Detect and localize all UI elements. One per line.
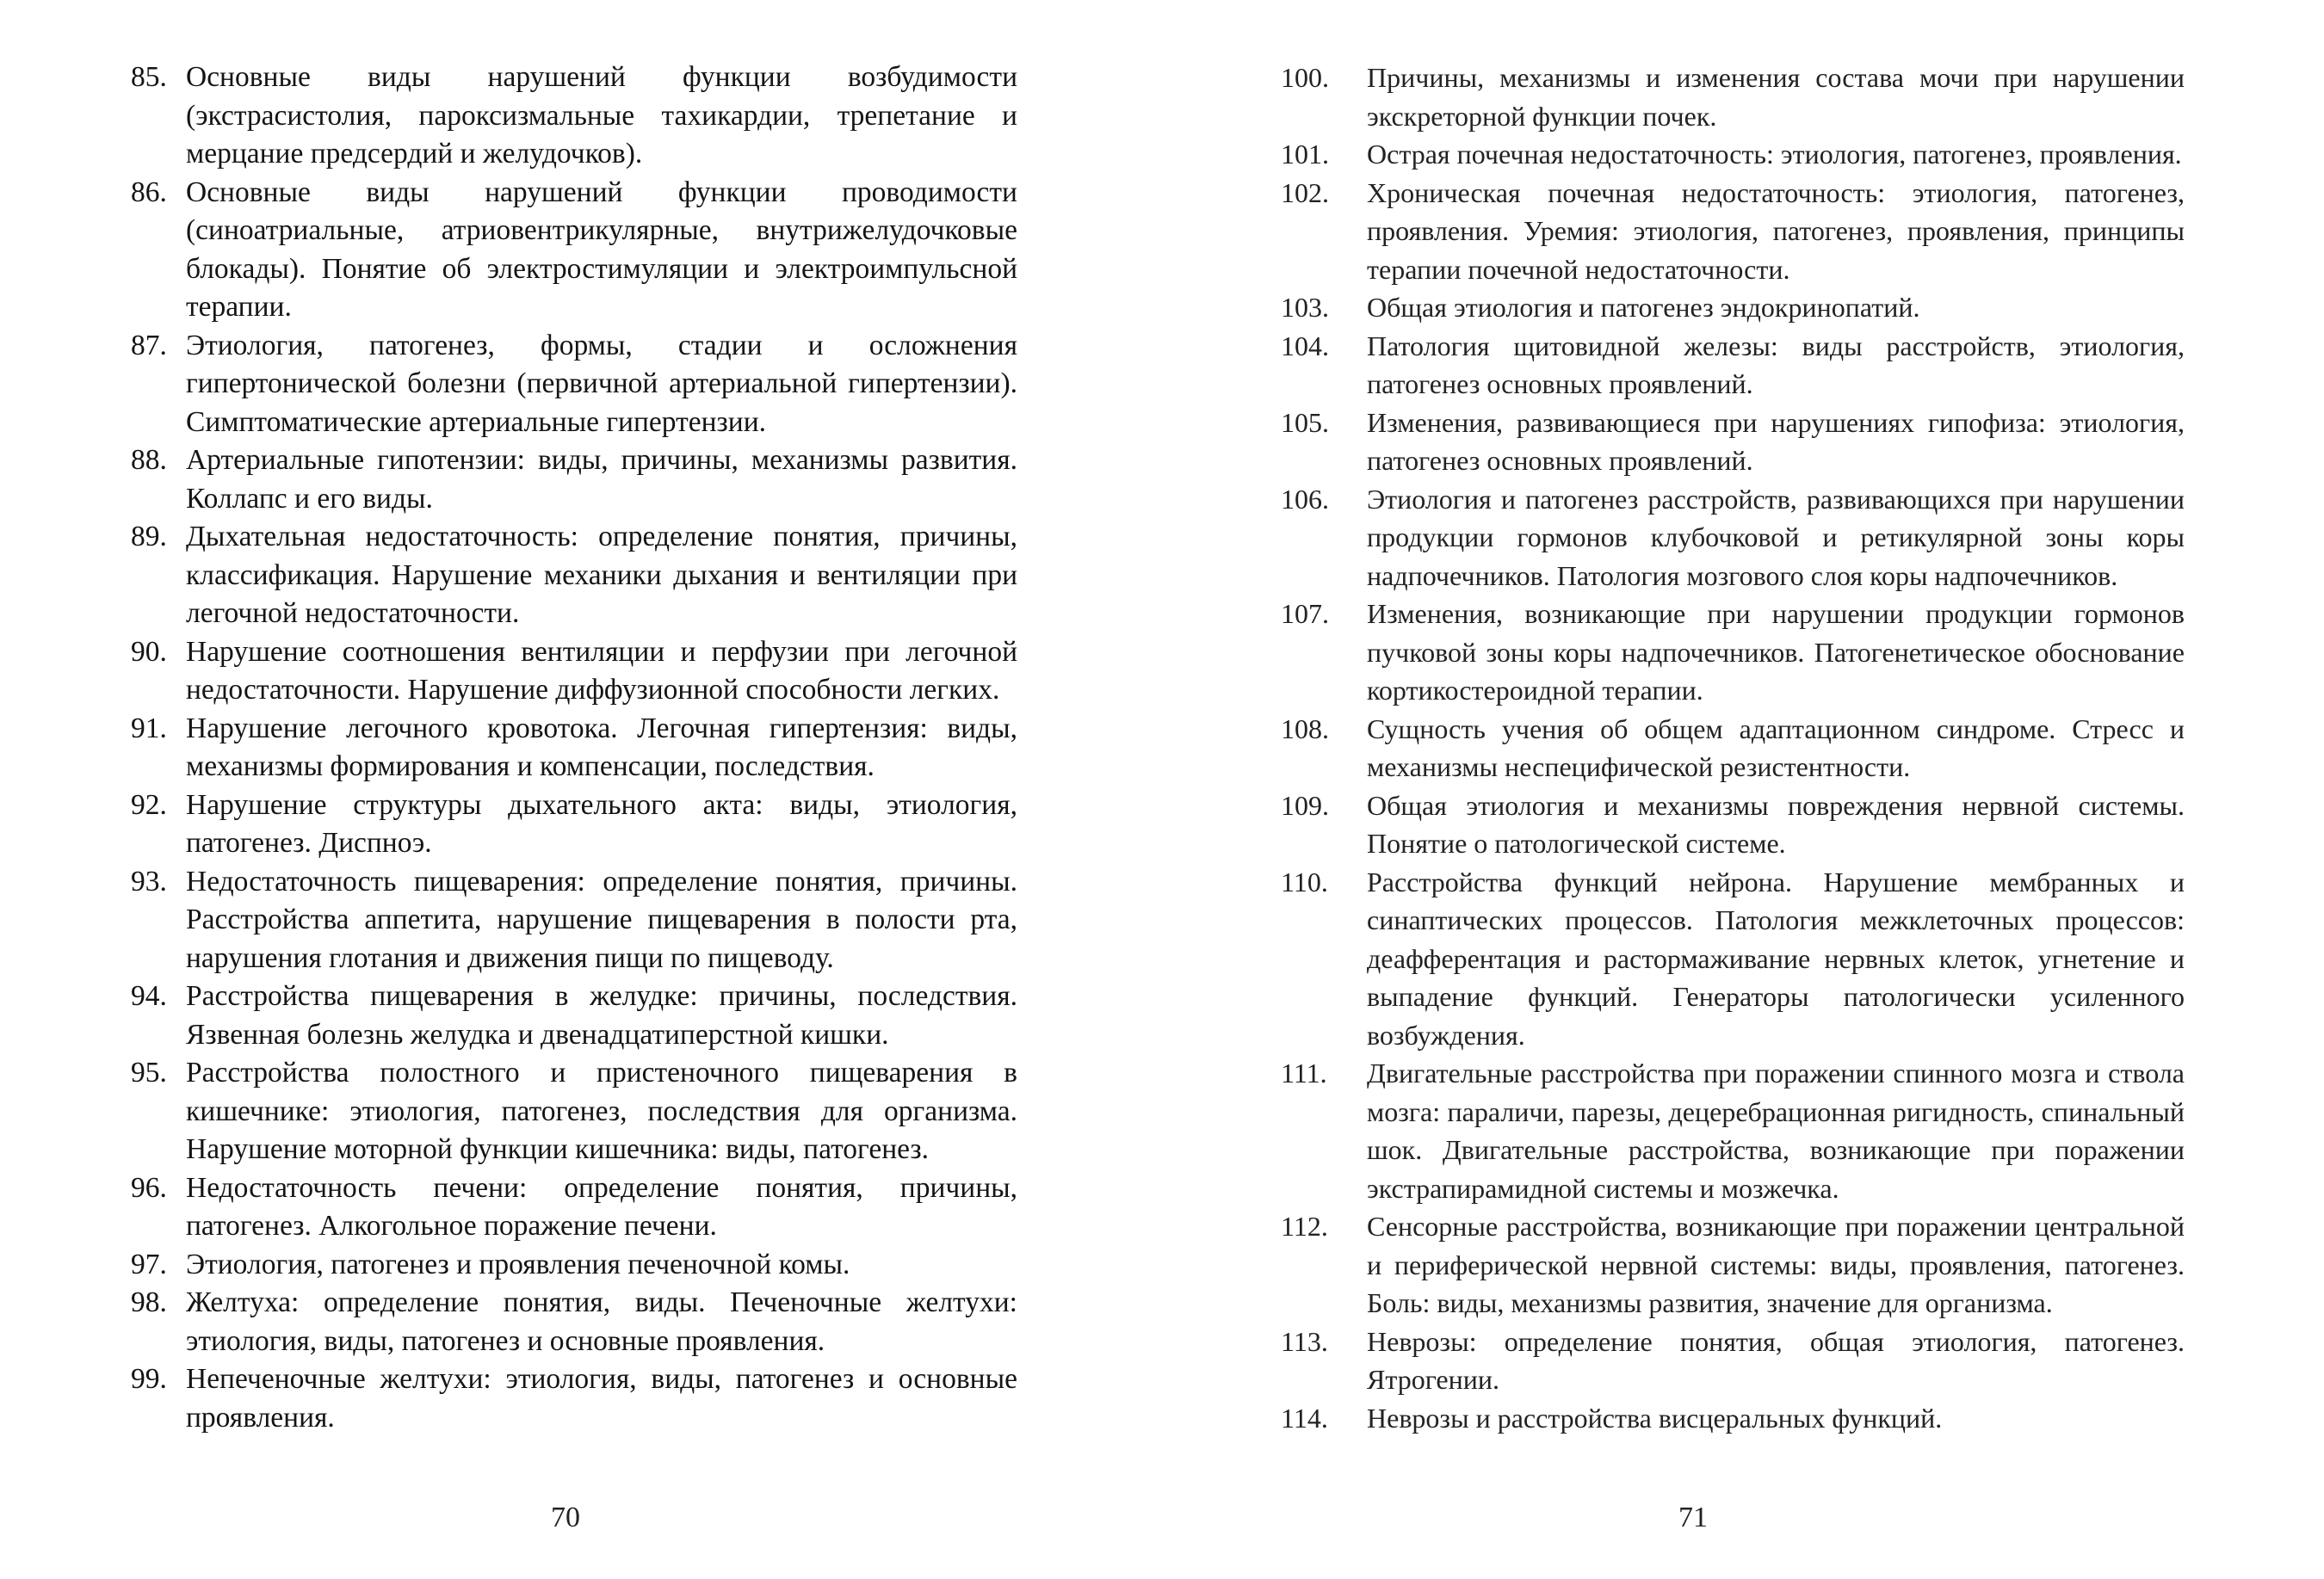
- item-number: 99.: [131, 1363, 167, 1395]
- item-number: 88.: [131, 444, 167, 476]
- item-text: Неврозы и расстройства висцеральных функций.: [1367, 1402, 1943, 1434]
- list-item: [131, 786, 1017, 863]
- item-number: 111.: [1281, 1058, 1327, 1089]
- item-number: 109.: [1281, 789, 1329, 821]
- list-item: [131, 1054, 1017, 1169]
- item-number: 104.: [1281, 330, 1329, 361]
- item-text: Неврозы: определение понятия, общая этиология, патогенез. Ятрогении.: [1367, 1325, 2185, 1395]
- list-item: [131, 1169, 1017, 1246]
- item-number: 92.: [131, 788, 167, 821]
- list-item: [1281, 710, 2185, 786]
- item-text: Этиология и патогенез расстройств, развивающихся при нарушении продукции гормонов клубочковой и ретикулярной зоны коры надпочечников. Патология мозгового слоя коры надпочечников.: [1367, 483, 2185, 591]
- list-item: [131, 518, 1017, 633]
- list-item: [1281, 327, 2185, 404]
- list-item: [1281, 786, 2185, 863]
- item-text: Нарушение легочного кровотока. Легочная гипертензия: виды, механизмы формирования и компенсации, последствия.: [186, 712, 1017, 782]
- item-text: Нарушение соотношения вентиляции и перфузии при легочной недостаточности. Нарушение диффузионной способности легких.: [186, 635, 1017, 706]
- list-item: [1281, 1207, 2185, 1323]
- item-number: 89.: [131, 521, 167, 552]
- item-text: Недостаточность пищеварения: определение понятия, причины. Расстройства аппетита, нарушение пищеварения в полости рта, нарушения глотания и движения пищи по пищеводу.: [186, 865, 1017, 974]
- list-item: [131, 441, 1017, 518]
- list-item: [1281, 863, 2185, 1055]
- item-number: 91.: [131, 712, 167, 744]
- item-number: 107.: [1281, 598, 1329, 629]
- list-item: [1281, 288, 2185, 327]
- list-item: [1281, 1399, 2185, 1438]
- item-number: 93.: [131, 865, 167, 897]
- list-item: [131, 633, 1017, 710]
- item-text: Общая этиология и механизмы повреждения нервной системы. Понятие о патологической системе.: [1367, 789, 2185, 859]
- list-item: [1281, 135, 2185, 174]
- left-page-number: 70: [551, 1502, 580, 1533]
- list-item: [131, 1360, 1017, 1437]
- item-text: Хроническая почечная недостаточность: этиология, патогенез, проявления. Уремия: этиология, патогенез, проявления, принципы терапии почечной недостаточности.: [1367, 176, 2185, 285]
- item-text: Расстройства пищеварения в желудке: причины, последствия. Язвенная болезнь желудка и двенадцатиперстной кишки.: [186, 980, 1017, 1051]
- right-page-number: 71: [1678, 1502, 1708, 1533]
- item-text: Общая этиология и патогенез эндокринопатий.: [1367, 292, 1920, 323]
- right-page: [1162, 0, 2324, 1579]
- item-number: 85.: [131, 61, 167, 93]
- item-number: 110.: [1281, 866, 1328, 897]
- list-item: [1281, 480, 2185, 595]
- item-text: Желтуха: определение понятия, виды. Печеночные желтухи: этиология, виды, патогенез и основные проявления.: [186, 1286, 1017, 1357]
- list-item: [1281, 595, 2185, 710]
- item-text: Непеченочные желтухи: этиология, виды, патогенез и основные проявления.: [186, 1363, 1017, 1434]
- item-number: 87.: [131, 329, 167, 361]
- item-number: 98.: [131, 1286, 167, 1318]
- item-text: Двигательные расстройства при поражении спинного мозга и ствола мозга: параличи, парезы, децеребрационная ригидность, спинальный шок. Двигательные расстройства, возникающие при поражении экстрапирамидной системы и мозжечка.: [1367, 1058, 2185, 1204]
- item-number: 90.: [131, 635, 167, 668]
- item-text: Сенсорные расстройства, возникающие при поражении центральной и периферической нервной системы: виды, проявления, патогенез. Боль: виды, механизмы развития, значение для организма.: [1367, 1211, 2185, 1318]
- list-item: [1281, 59, 2185, 135]
- list-item: [131, 978, 1017, 1054]
- item-text: Артериальные гипотензии: виды, причины, механизмы развития. Коллапс и его виды.: [186, 444, 1017, 515]
- list-item: [131, 710, 1017, 786]
- item-text: Расстройства полостного и пристеночного пищеварения в кишечнике: этиология, патогенез, последствия для организма. Нарушение моторной функции кишечника: виды, патогенез.: [186, 1057, 1017, 1165]
- left-question-list: [131, 59, 1017, 1437]
- item-number: 100.: [1281, 62, 1329, 93]
- list-item: [131, 1246, 1017, 1285]
- item-text: Изменения, возникающие при нарушении продукции гормонов пучковой зоны коры надпочечников. Патогенетическое обоснование кортикостероидной терапии.: [1367, 598, 2185, 706]
- item-number: 108.: [1281, 712, 1329, 744]
- item-number: 102.: [1281, 176, 1329, 208]
- item-number: 96.: [131, 1171, 167, 1204]
- item-text: Изменения, развивающиеся при нарушениях гипофиза: этиология, патогенез основных проявлений.: [1367, 406, 2185, 476]
- list-item: [131, 59, 1017, 174]
- item-number: 106.: [1281, 483, 1329, 515]
- item-number: 97.: [131, 1248, 167, 1280]
- item-number: 114.: [1281, 1402, 1328, 1434]
- item-text: Дыхательная недостаточность: определение понятия, причины, классификация. Нарушение механики дыхания и вентиляции при легочной недостаточности.: [186, 521, 1017, 629]
- item-text: Нарушение структуры дыхательного акта: виды, этиология, патогенез. Диспноэ.: [186, 788, 1017, 859]
- list-item: [1281, 1323, 2185, 1399]
- list-item: [131, 174, 1017, 327]
- item-number: 103.: [1281, 292, 1329, 323]
- item-text: Острая почечная недостаточность: этиология, патогенез, проявления.: [1367, 139, 2182, 170]
- list-item: [1281, 1054, 2185, 1207]
- right-question-list: [1281, 59, 2185, 1437]
- item-number: 86.: [131, 176, 167, 208]
- item-number: 101.: [1281, 139, 1329, 170]
- item-number: 112.: [1281, 1211, 1328, 1242]
- item-number: 113.: [1281, 1325, 1328, 1357]
- item-number: 105.: [1281, 406, 1329, 438]
- list-item: [131, 1284, 1017, 1360]
- item-text: Этиология, патогенез, формы, стадии и осложнения гипертонической болезни (первичной артериальной гипертензии). Симптоматические артериальные гипертензии.: [186, 329, 1017, 438]
- item-text: Недостаточность печени: определение понятия, причины, патогенез. Алкогольное поражение печени.: [186, 1171, 1017, 1242]
- list-item: [131, 327, 1017, 442]
- item-text: Патология щитовидной железы: виды расстройств, этиология, патогенез основных проявлений.: [1367, 330, 2185, 399]
- list-item: [1281, 174, 2185, 289]
- item-number: 94.: [131, 980, 167, 1012]
- item-text: Этиология, патогенез и проявления печеночной комы.: [186, 1248, 850, 1280]
- item-number: 95.: [131, 1057, 167, 1089]
- item-text: Сущность учения об общем адаптационном синдроме. Стресс и механизмы неспецифической резистентности.: [1367, 712, 2185, 782]
- item-text: Причины, механизмы и изменения состава мочи при нарушении экскреторной функции почек.: [1367, 62, 2185, 132]
- item-text: Основные виды нарушений функции проводимости (синоатриальные, атриовентрикулярные, внутрижелудочковые блокады). Понятие об электростимуляции и электроимпульсной терапии.: [186, 176, 1017, 323]
- item-text: Расстройства функций нейрона. Нарушение мембранных и синаптических процессов. Патология межклеточных процессов: деафферентация и растормаживание нервных клеток, угнетение и выпадение функций. Генераторы патологически усиленного возбуждения.: [1367, 866, 2185, 1051]
- list-item: [1281, 404, 2185, 480]
- list-item: [131, 863, 1017, 978]
- item-text: Основные виды нарушений функции возбудимости (экстрасистолия, пароксизмальные тахикардии, трепетание и мерцание предсердий и желудочков).: [186, 61, 1017, 170]
